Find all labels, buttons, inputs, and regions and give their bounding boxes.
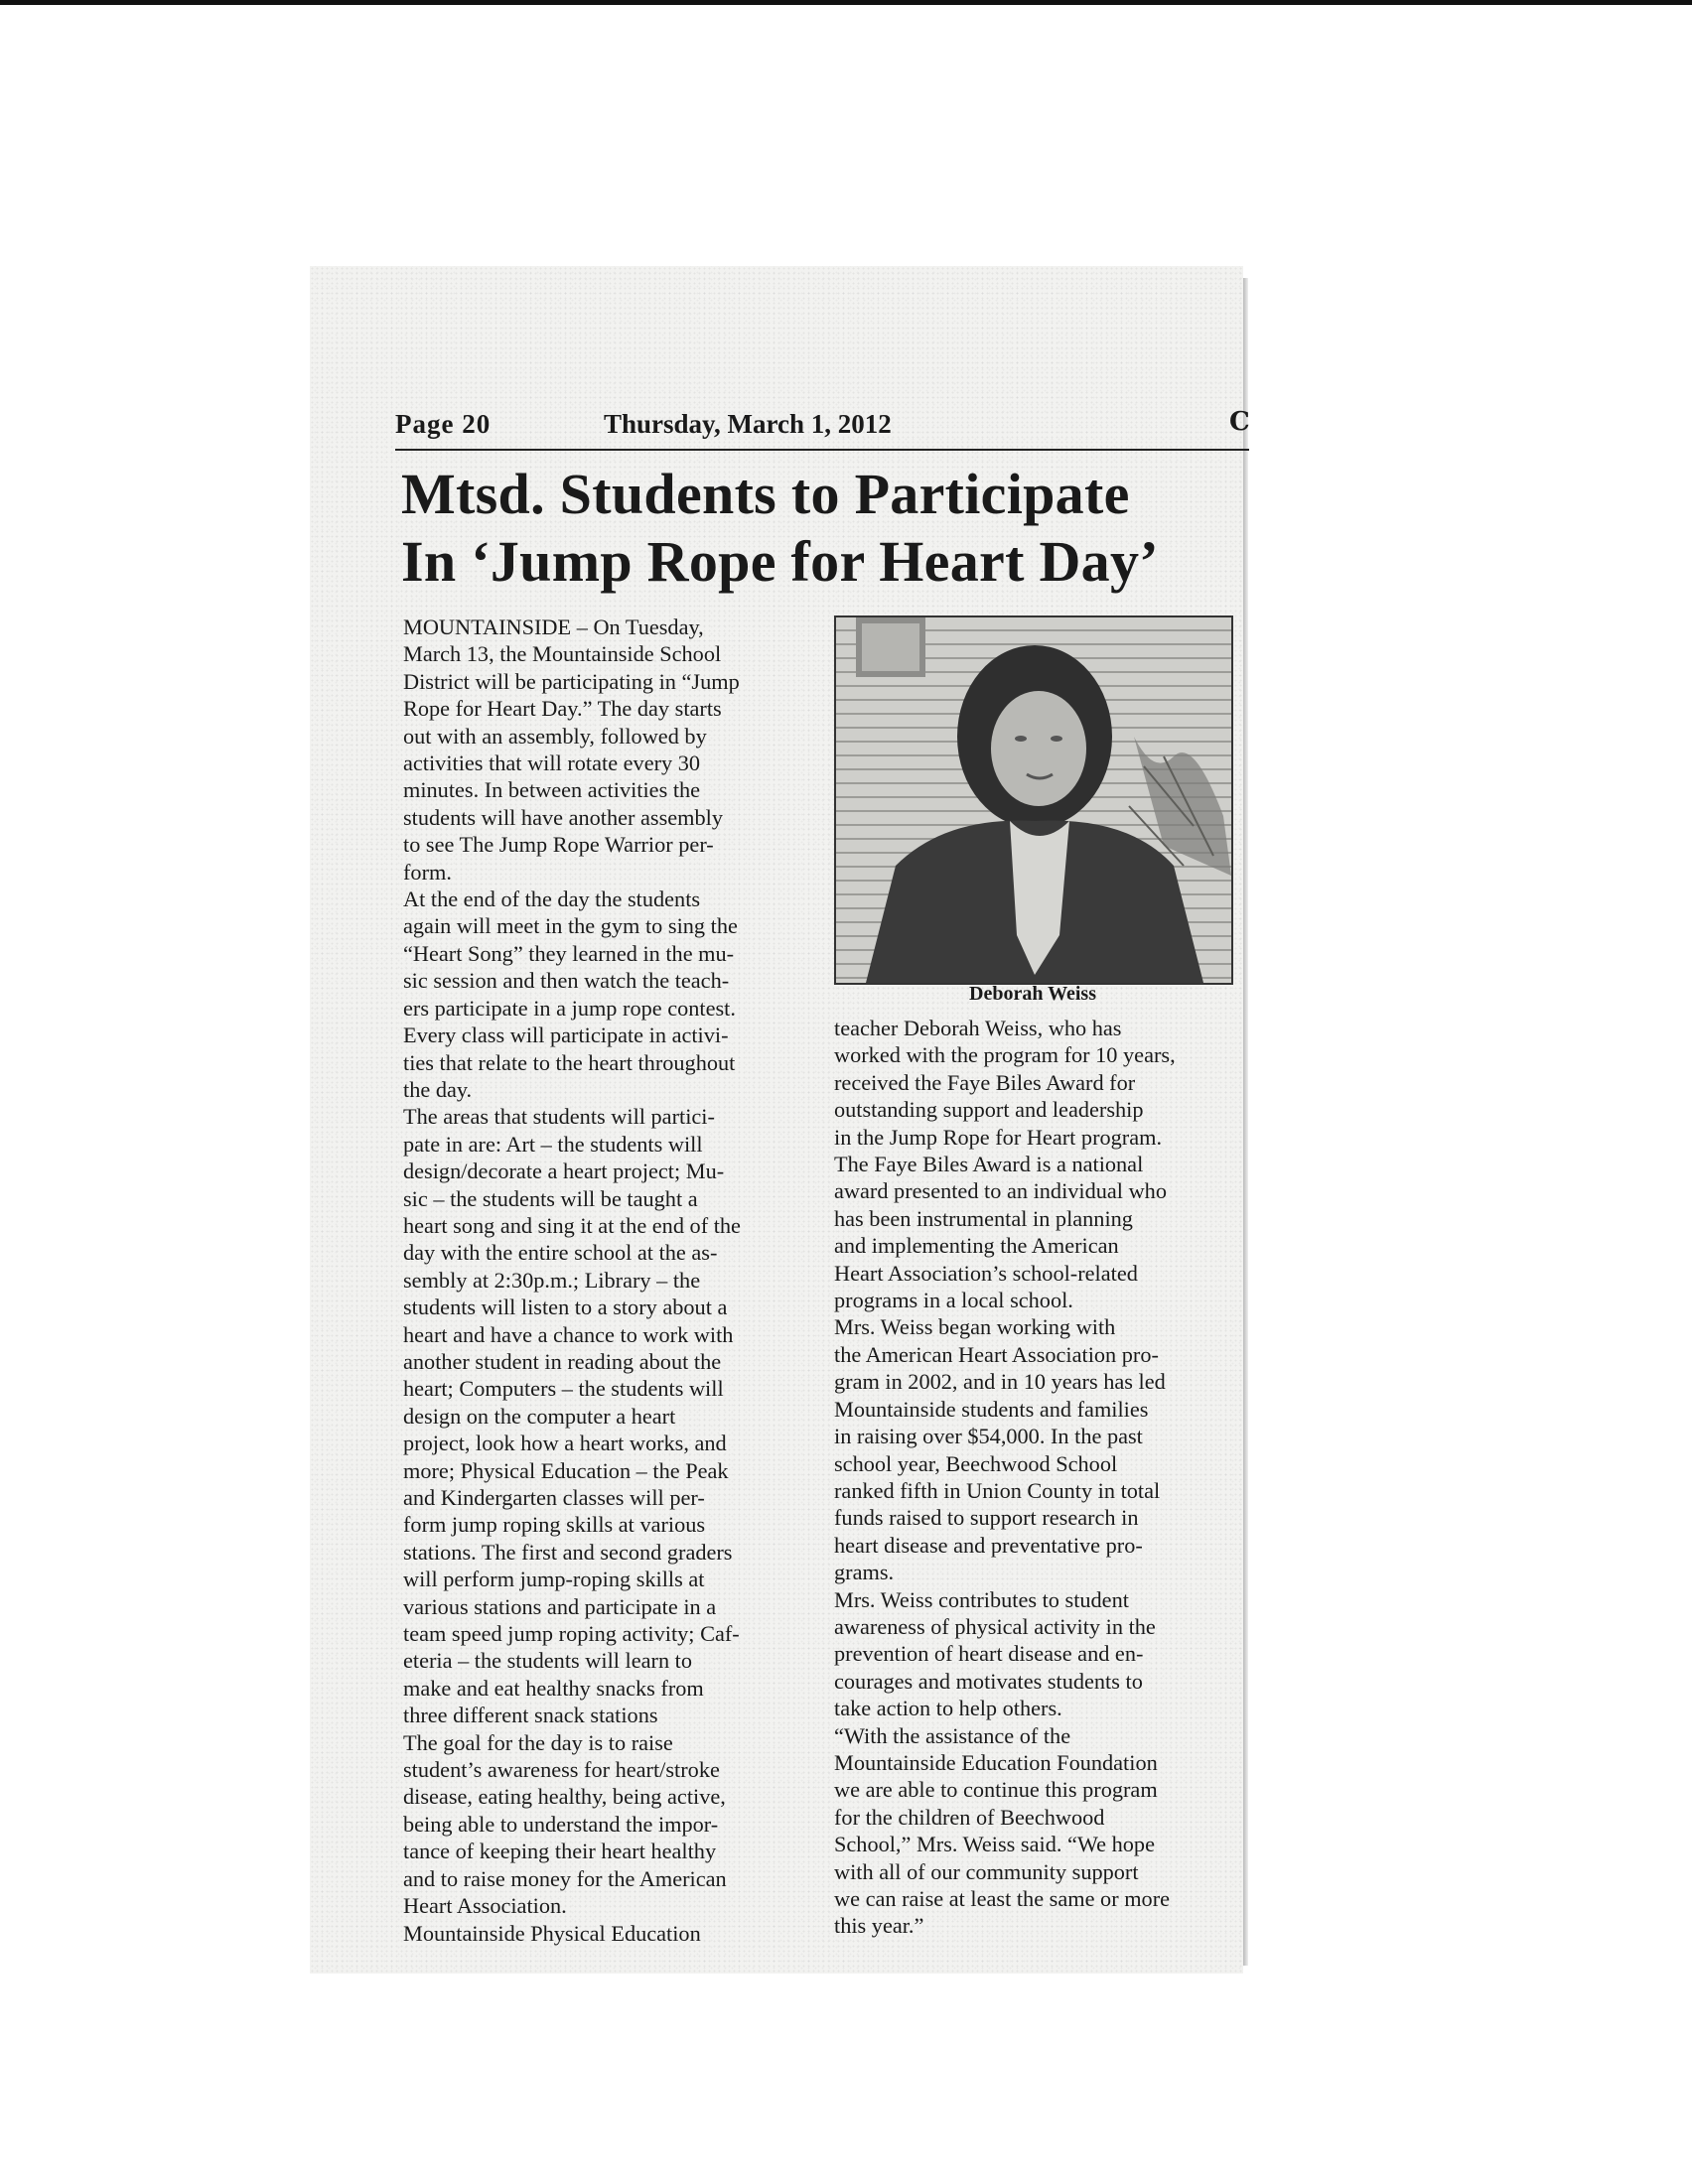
text-line: ers participate in a jump rope contest.: [403, 995, 736, 1021]
text-line: grams.: [834, 1560, 895, 1585]
text-line: design on the computer a heart: [403, 1403, 676, 1429]
text-line: will perform jump-roping skills at: [403, 1567, 705, 1592]
text-line: award presented to an individual who: [834, 1178, 1167, 1204]
photo-caption: Deborah Weiss: [969, 983, 1096, 1005]
text-line: various stations and participate in a: [403, 1593, 717, 1619]
text-line: out with an assembly, followed by: [403, 723, 707, 749]
issue-date: Thursday, March 1, 2012: [604, 409, 892, 439]
text-line: sic – the students will be taught a: [403, 1185, 698, 1211]
text-line: Heart Association’s school-related: [834, 1260, 1138, 1286]
text-line: The Faye Biles Award is a national: [834, 1152, 1144, 1177]
text-line: in the Jump Rope for Heart program.: [834, 1124, 1163, 1150]
page-header: [395, 409, 1249, 451]
text-line: heart disease and preventative pro-: [834, 1532, 1143, 1558]
text-line: Mrs. Weiss contributes to student: [834, 1586, 1129, 1612]
text-line: student’s awareness for heart/stroke: [403, 1757, 720, 1783]
text-line: stations. The first and second graders: [403, 1539, 733, 1565]
text-line: again will meet in the gym to sing the: [403, 913, 738, 939]
text-line: received the Faye Biles Award for: [834, 1069, 1136, 1095]
text-line: another student in reading about the: [403, 1348, 722, 1374]
text-line: this year.”: [834, 1913, 924, 1939]
text-line: three different snack stations: [403, 1703, 658, 1728]
article-column-left: [403, 614, 810, 1947]
text-line: take action to help others.: [834, 1696, 1062, 1721]
masthead-fragment: C: [1229, 407, 1250, 437]
text-line: Mountainside Physical Education: [403, 1920, 701, 1946]
text-line: activities that will rotate every 30: [403, 751, 701, 776]
text-line: more; Physical Education – the Peak: [403, 1457, 729, 1483]
text-line: day with the entire school at the as-: [403, 1240, 718, 1266]
text-line: Mountainside students and families: [834, 1396, 1149, 1422]
text-line: “Heart Song” they learned in the mu-: [403, 940, 735, 966]
text-line: and implementing the American: [834, 1233, 1119, 1259]
text-line: make and eat healthy snacks from: [403, 1675, 704, 1701]
article-column-right: [834, 1015, 1241, 1940]
text-line: eteria – the students will learn to: [403, 1648, 693, 1674]
text-line: form.: [403, 859, 452, 885]
text-line: courages and motivates students to: [834, 1668, 1143, 1694]
text-line: The areas that students will partici-: [403, 1104, 715, 1130]
scan-top-edge: [0, 0, 1692, 5]
text-line: and to raise money for the American: [403, 1865, 727, 1891]
text-line: students will listen to a story about a: [403, 1295, 728, 1320]
text-line: heart and have a chance to work with: [403, 1321, 734, 1347]
text-line: Mrs. Weiss began working with: [834, 1314, 1116, 1340]
text-line: we are able to continue this program: [834, 1777, 1158, 1803]
text-line: team speed jump roping activity; Caf-: [403, 1621, 740, 1647]
text-line: sembly at 2:30p.m.; Library – the: [403, 1267, 701, 1293]
text-line: minutes. In between activities the: [403, 777, 701, 803]
text-line: school year, Beechwood School: [834, 1450, 1118, 1476]
text-line: “With the assistance of the: [834, 1722, 1071, 1748]
text-line: for the children of Beechwood: [834, 1804, 1105, 1830]
text-line: heart; Computers – the students will: [403, 1376, 724, 1402]
text-line: has been instrumental in planning: [834, 1205, 1133, 1231]
text-line: programs in a local school.: [834, 1288, 1073, 1313]
headline-line-1: Mtsd. Students to Participate: [401, 462, 1130, 526]
text-line: School,” Mrs. Weiss said. “We hope: [834, 1832, 1155, 1857]
text-line: teacher Deborah Weiss, who has: [834, 1016, 1122, 1040]
text-line: gram in 2002, and in 10 years has led: [834, 1369, 1166, 1395]
text-line: ranked fifth in Union County in total: [834, 1477, 1161, 1503]
article-headline: [401, 461, 1255, 596]
text-line: The goal for the day is to raise: [403, 1729, 673, 1755]
text-line: ties that relate to the heart throughout: [403, 1049, 736, 1075]
text-line: disease, eating healthy, being active,: [403, 1784, 726, 1810]
text-line: prevention of heart disease and en-: [834, 1641, 1144, 1667]
text-line: sic session and then watch the teach-: [403, 968, 730, 994]
text-line: tance of keeping their heart healthy: [403, 1839, 717, 1864]
text-line: form jump roping skills at various: [403, 1512, 706, 1538]
text-line: March 13, the Mountainside School: [403, 641, 722, 667]
portrait-photo: [834, 615, 1233, 985]
text-line: pate in are: Art – the students will: [403, 1131, 703, 1157]
text-line: outstanding support and leadership: [834, 1097, 1144, 1123]
text-line: Heart Association.: [403, 1893, 567, 1919]
text-line: Mountainside Education Foundation: [834, 1749, 1158, 1775]
text-line: District will be participating in “Jump: [403, 668, 740, 694]
text-line: heart song and sing it at the end of the: [403, 1212, 741, 1238]
text-line: being able to understand the impor-: [403, 1811, 719, 1837]
text-line: with all of our community support: [834, 1858, 1139, 1884]
text-line: the day.: [403, 1076, 473, 1102]
text-line: funds raised to support research in: [834, 1505, 1139, 1531]
text-line: the American Heart Association pro-: [834, 1341, 1159, 1367]
text-line: MOUNTAINSIDE – On Tuesday,: [403, 614, 704, 639]
text-line: in raising over $54,000. In the past: [834, 1424, 1143, 1449]
page-number: Page 20: [395, 409, 492, 439]
text-line: we can raise at least the same or more: [834, 1886, 1171, 1911]
headline-line-2: In ‘Jump Rope for Heart Day’: [401, 529, 1159, 594]
portrait-photo-icon: [836, 617, 1231, 983]
text-line: Every class will participate in activi-: [403, 1023, 729, 1048]
text-line: students will have another assembly: [403, 804, 723, 830]
text-line: project, look how a heart works, and: [403, 1431, 727, 1456]
text-line: Rope for Heart Day.” The day starts: [403, 696, 722, 722]
text-line: design/decorate a heart project; Mu-: [403, 1159, 725, 1184]
text-line: At the end of the day the students: [403, 887, 701, 912]
text-line: awareness of physical activity in the: [834, 1613, 1156, 1639]
text-line: to see The Jump Rope Warrior per-: [403, 832, 714, 858]
text-line: and Kindergarten classes will per-: [403, 1485, 705, 1510]
text-line: worked with the program for 10 years,: [834, 1042, 1176, 1068]
